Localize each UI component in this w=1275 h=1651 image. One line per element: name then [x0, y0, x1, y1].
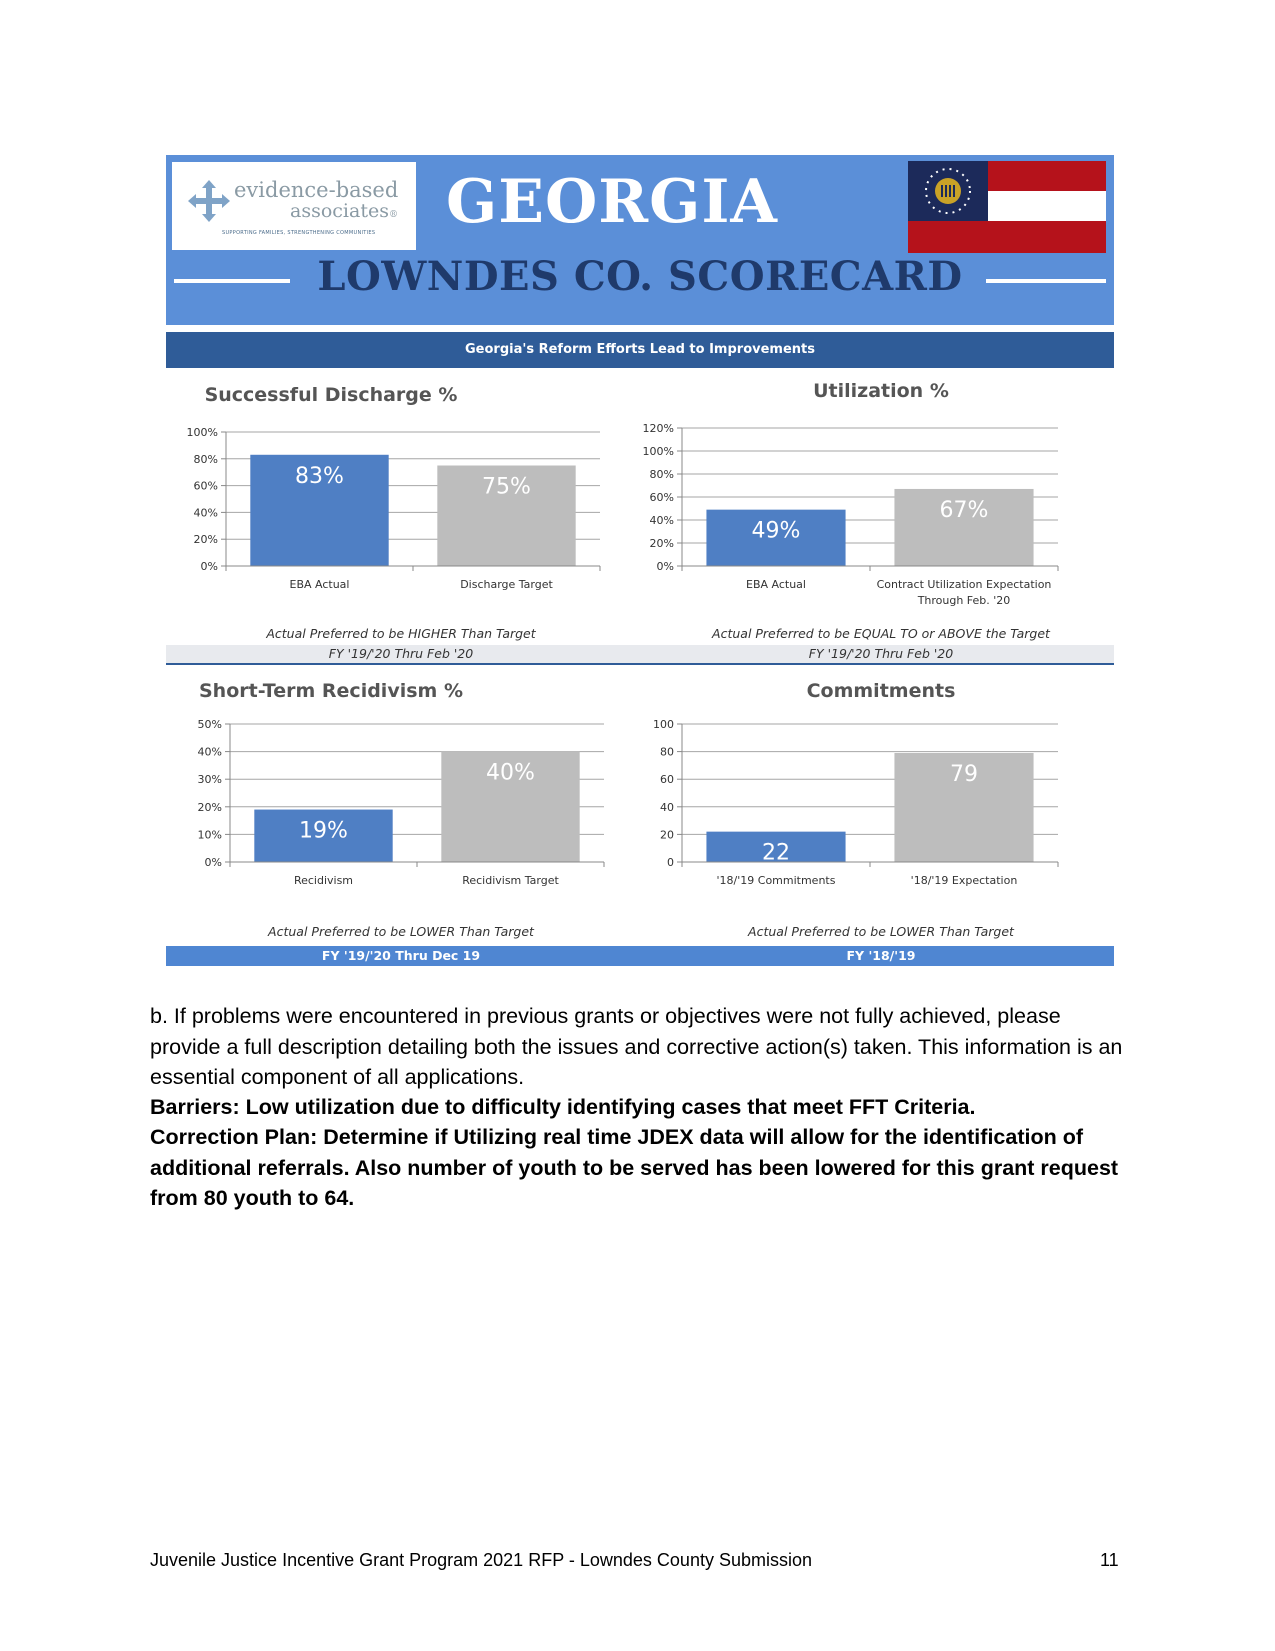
bar-data-label: 67% [939, 497, 989, 523]
question-paragraph: b. If problems were encountered in previous grants or objectives were not fully achieved, please provide a full description detailing both the issues and corrective action(s) taken. This information is an essential component of all applications. [150, 1004, 1123, 1089]
bar-data-label: 75% [482, 474, 531, 500]
y-tick-label: 80% [649, 468, 674, 481]
page-number: 11 [1100, 1550, 1119, 1570]
logo-text-line1: evidence-based [234, 178, 399, 202]
y-tick-label: 40 [660, 800, 674, 814]
logo-text-associates: associates [290, 200, 389, 222]
chart-period-commitments: FY '18/'19 [846, 948, 916, 963]
georgia-flag-icon [908, 161, 1106, 253]
y-tick-label: 80% [193, 452, 218, 466]
bar-data-label: 49% [751, 518, 801, 544]
bar-data-label: 40% [486, 760, 535, 786]
x-category-label: Contract Utilization Expectation [876, 578, 1052, 591]
bar-data-label: 19% [299, 818, 348, 844]
y-tick-label: 60% [193, 479, 218, 493]
chart-note-recidivism: Actual Preferred to be LOWER Than Target [268, 924, 534, 939]
y-tick-label: 20% [197, 800, 222, 814]
x-category-label: Discharge Target [460, 578, 553, 591]
chart-title: Commitments [806, 680, 956, 702]
chart-note-discharge: Actual Preferred to be HIGHER Than Target [266, 626, 536, 641]
x-category-label: EBA Actual [289, 578, 350, 591]
y-tick-label: 40% [193, 506, 218, 520]
y-tick-label: 120% [642, 422, 674, 435]
bar-data-label: 79 [950, 761, 978, 787]
y-tick-label: 100% [642, 445, 674, 458]
chart-note-commitments: Actual Preferred to be LOWER Than Target [748, 924, 1014, 939]
y-tick-label: 20% [649, 537, 674, 550]
y-tick-label: 40% [197, 745, 222, 759]
correction-plan-paragraph: Correction Plan: Determine if Utilizing real time JDEX data will allow for the identification of additional referrals. Also number of youth to be served has been lowered for this grant request from 80 youth to 64. [150, 1125, 1119, 1210]
barriers-paragraph: Barriers: Low utilization due to difficulty identifying cases that meet FFT Criteria. [150, 1095, 976, 1119]
logo-registered-mark: ® [388, 210, 398, 220]
eba-logo [172, 162, 416, 250]
chart-note-utilization: Actual Preferred to be EQUAL TO or ABOVE the Target [712, 626, 1050, 641]
county-title: LOWNDES CO. SCORECARD [317, 253, 963, 300]
y-tick-label: 10% [197, 828, 222, 842]
chart-utilization [642, 380, 1116, 610]
chart-title: Successful Discharge % [204, 384, 458, 406]
x-category-label: Through Feb. '20 [917, 594, 1011, 607]
footer-title: Juvenile Justice Incentive Grant Program 2021 RFP - Lowndes County Submission [150, 1550, 812, 1570]
x-category-label: Recidivism [293, 874, 354, 887]
x-category-label: Recidivism Target [462, 874, 559, 887]
chart-recidivism [166, 676, 636, 906]
y-tick-label: 0 [667, 856, 674, 869]
y-tick-label: 0% [656, 560, 674, 573]
chart-successful-discharge-plot [166, 380, 636, 610]
chart-title: Short-Term Recidivism % [199, 680, 463, 702]
logo-tagline: SUPPORTING FAMILIES, STRENGTHENING COMMUNITIES [222, 230, 376, 236]
bar-data-label: 22 [762, 840, 790, 866]
chart-title: Utilization % [813, 380, 949, 402]
x-category-label: '18/'19 Commitments [716, 874, 836, 887]
y-tick-label: 0% [200, 560, 218, 573]
y-tick-label: 30% [197, 773, 222, 787]
chart-commitments [646, 676, 1116, 906]
y-tick-label: 20% [193, 533, 218, 547]
chart-period-utilization: FY '19/'20 Thru Feb '20 [808, 646, 954, 661]
logo-text-line2 [290, 200, 398, 222]
x-category-label: '18/'19 Expectation [910, 874, 1018, 887]
y-tick-label: 40% [649, 514, 674, 527]
banner-subtitle: Georgia's Reform Efforts Lead to Improvements [166, 332, 1114, 368]
chart-period-discharge: FY '19/'20 Thru Feb '20 [328, 646, 474, 661]
y-tick-label: 20 [660, 828, 674, 842]
chart-recidivism-plot [166, 676, 636, 906]
chart-successful-discharge [166, 380, 636, 610]
x-category-label: EBA Actual [746, 578, 806, 591]
chart-period-recidivism: FY '19/'20 Thru Dec 19 [321, 948, 481, 963]
state-title: GEORGIA [446, 167, 778, 237]
y-tick-label: 50% [197, 718, 222, 731]
chart-commitments-plot [646, 676, 1116, 906]
y-tick-label: 100 [653, 718, 674, 731]
chart-utilization-plot [642, 380, 1116, 610]
y-tick-label: 80 [660, 745, 674, 759]
y-tick-label: 60% [649, 491, 674, 504]
y-tick-label: 100% [186, 426, 218, 439]
scorecard-banner [166, 155, 1114, 325]
eba-logo-mark-icon [186, 178, 232, 224]
title-rule-right [986, 279, 1106, 283]
y-tick-label: 0% [204, 856, 222, 869]
y-tick-label: 60 [660, 773, 674, 787]
bar-data-label: 83% [295, 463, 344, 489]
